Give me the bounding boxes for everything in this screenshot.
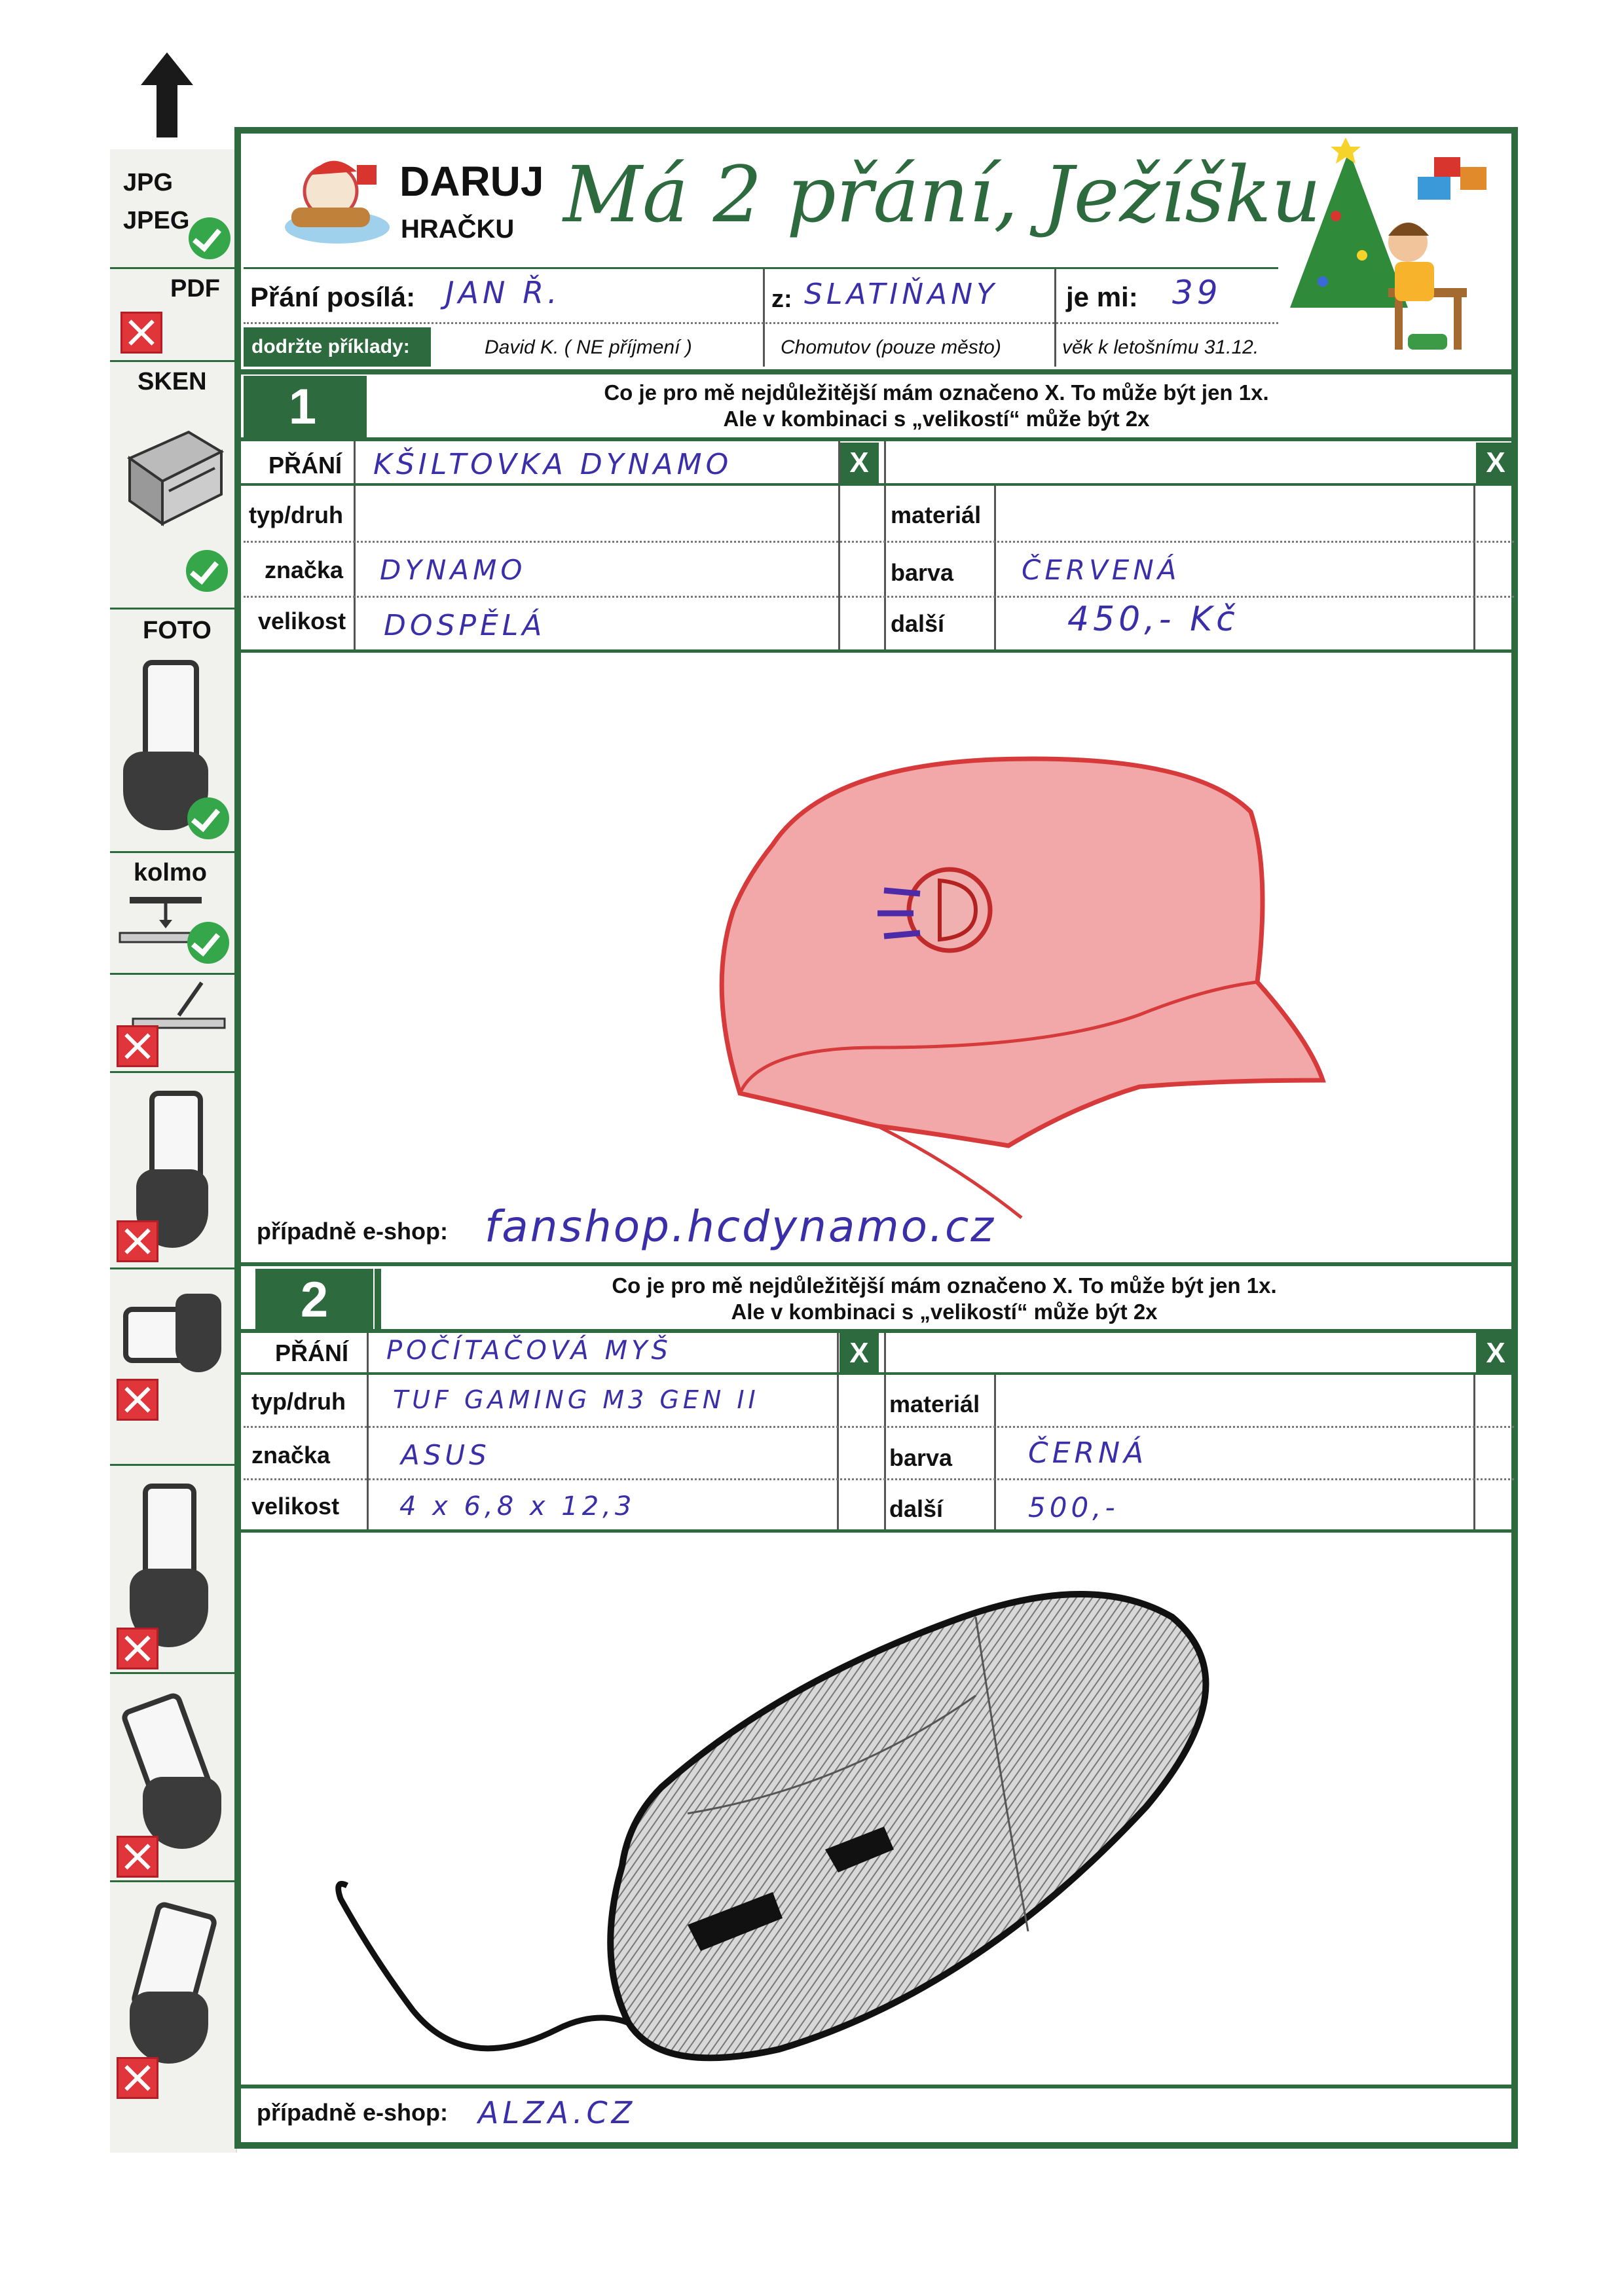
size-label: velikost bbox=[258, 608, 346, 634]
mouse-drawing bbox=[321, 1591, 1251, 2088]
sidebar-landscape-phone-cell bbox=[110, 1267, 236, 1466]
table-col-divider bbox=[837, 1333, 839, 1529]
header-col-divider bbox=[1054, 268, 1056, 367]
table-row-divider bbox=[241, 1372, 1518, 1375]
material-label: materiál bbox=[889, 1391, 980, 1417]
brand-label: značka bbox=[251, 1442, 331, 1468]
example-city: Chomutov (pouze město) bbox=[781, 337, 1001, 358]
importance-mark[interactable]: X bbox=[840, 1333, 879, 1374]
wish-value[interactable]: POČÍTAČOVÁ MYŠ bbox=[386, 1336, 672, 1366]
cap-drawing bbox=[681, 740, 1336, 1237]
eshop-value[interactable]: ALZA.CZ bbox=[478, 2095, 637, 2130]
scanner-icon bbox=[117, 419, 228, 530]
format-instructions-sidebar bbox=[110, 149, 237, 2153]
check-icon bbox=[187, 797, 229, 839]
table-row-divider bbox=[244, 596, 1514, 598]
table-col-divider bbox=[884, 441, 886, 651]
other-value[interactable]: 450,- Kč bbox=[1067, 600, 1239, 639]
sidebar-perpendicular-cell bbox=[110, 851, 236, 975]
sidebar-skewed-phone-cell bbox=[110, 1880, 236, 2103]
table-col-divider bbox=[354, 441, 356, 651]
logo-hracku-text: HRAČKU bbox=[401, 215, 515, 244]
color-label: barva bbox=[891, 559, 954, 586]
sidebar-rotated-phone-cell bbox=[110, 1672, 236, 1882]
size-value[interactable]: 4 x 6,8 x 12,3 bbox=[399, 1491, 636, 1522]
examples-label: dodržte příklady: bbox=[244, 327, 431, 367]
section-divider bbox=[241, 369, 1518, 374]
instruction-line: Co je pro mě nejdůležitější mám označeno X. To může být jen 1x. bbox=[604, 380, 1269, 405]
table-row-divider bbox=[244, 1478, 1514, 1480]
hand-icon bbox=[175, 1294, 221, 1372]
cross-icon bbox=[117, 1379, 158, 1421]
instruction-line: Co je pro mě nejdůležitější mám označeno X. To může být jen 1x. bbox=[612, 1273, 1277, 1298]
sidebar-tilted-phone-cell bbox=[110, 1071, 236, 1269]
eshop-label: případně e-shop: bbox=[257, 1218, 449, 1245]
other-value[interactable]: 500,- bbox=[1028, 1491, 1119, 1523]
size-label: velikost bbox=[251, 1493, 340, 1520]
section-divider bbox=[241, 1262, 1518, 1266]
up-arrow-icon bbox=[141, 52, 193, 137]
pdf-label: PDF bbox=[170, 275, 220, 302]
santa-logo-icon bbox=[278, 145, 396, 250]
sidebar-pdf-cell bbox=[110, 267, 236, 362]
table-row-divider bbox=[244, 1426, 1514, 1428]
table-col-divider bbox=[838, 441, 840, 651]
age-value[interactable]: 39 bbox=[1172, 274, 1222, 312]
hand-icon bbox=[130, 1992, 208, 2064]
table-row-divider bbox=[241, 483, 1518, 486]
table-col-divider bbox=[994, 484, 996, 651]
sender-value[interactable]: JAN Ř. bbox=[445, 275, 561, 310]
color-label: barva bbox=[889, 1444, 953, 1471]
table-row-divider bbox=[244, 541, 1514, 543]
wish-number-badge: 2 bbox=[255, 1269, 373, 1332]
number-divider bbox=[375, 1269, 381, 1332]
type-value[interactable]: TUF GAMING M3 GEN II bbox=[393, 1385, 760, 1414]
jpeg-label: JPEG bbox=[123, 207, 190, 234]
table-col-divider bbox=[884, 1333, 886, 1529]
header-dotted-line bbox=[244, 322, 1278, 324]
sidebar-angled-cell bbox=[110, 973, 236, 1073]
check-icon bbox=[189, 217, 231, 259]
cross-icon bbox=[117, 2057, 158, 2099]
table-col-divider bbox=[994, 1374, 996, 1529]
number-divider bbox=[360, 376, 367, 439]
wish-instructions bbox=[381, 1273, 1507, 1325]
size-value[interactable]: DOSPĚLÁ bbox=[384, 609, 546, 642]
wish-instructions bbox=[367, 380, 1506, 432]
section-divider bbox=[241, 2085, 1518, 2088]
cross-icon bbox=[117, 1628, 158, 1669]
logo-daruj-text: DARUJ bbox=[399, 158, 544, 205]
table-col-divider bbox=[1473, 1374, 1475, 1529]
importance-mark[interactable]: X bbox=[1476, 443, 1515, 483]
sidebar-photo-cell bbox=[110, 608, 236, 853]
sidebar-jpg-cell bbox=[110, 149, 236, 269]
eshop-label: případně e-shop: bbox=[257, 2099, 449, 2126]
sidebar-phone-cell bbox=[110, 1464, 236, 1674]
section-divider bbox=[241, 437, 1518, 441]
sender-label: Přání posílá: bbox=[250, 282, 416, 312]
type-label: typ/druh bbox=[251, 1388, 346, 1415]
christmas-tree-child-illustration bbox=[1277, 137, 1506, 373]
scan-label: SKEN bbox=[138, 368, 207, 395]
importance-mark[interactable]: X bbox=[1476, 1333, 1515, 1374]
cross-icon bbox=[120, 312, 162, 354]
table-bottom-divider bbox=[241, 1529, 1518, 1533]
example-name: David K. ( NE příjmení ) bbox=[485, 337, 692, 358]
header-divider bbox=[244, 267, 1278, 269]
header-col-divider bbox=[763, 268, 765, 367]
example-age: věk k letošnímu 31.12. bbox=[1062, 337, 1259, 358]
brand-label: značka bbox=[265, 556, 344, 583]
page-title: Má 2 přání, Ježíšku bbox=[563, 149, 1321, 240]
instruction-line: Ale v kombinaci s „velikostí“ může být 2x bbox=[723, 407, 1150, 431]
section-divider bbox=[241, 1329, 1518, 1333]
cross-icon bbox=[117, 1836, 158, 1878]
wish-label: PŘÁNÍ bbox=[275, 1339, 349, 1366]
table-col-divider bbox=[367, 1333, 369, 1529]
wish-value[interactable]: KŠILTOVKA DYNAMO bbox=[373, 448, 733, 481]
from-value[interactable]: SLATIŇANY bbox=[804, 278, 998, 311]
from-label: z: bbox=[771, 285, 792, 313]
jpg-label: JPG bbox=[123, 169, 174, 196]
material-label: materiál bbox=[891, 501, 982, 528]
importance-mark[interactable]: X bbox=[840, 443, 879, 483]
sidebar-scan-cell bbox=[110, 360, 236, 610]
other-label: další bbox=[891, 610, 945, 637]
cross-icon bbox=[117, 1025, 158, 1067]
cross-icon bbox=[117, 1220, 158, 1262]
type-label: typ/druh bbox=[249, 501, 343, 528]
photo-label: FOTO bbox=[143, 617, 212, 644]
check-icon bbox=[186, 550, 228, 592]
perpendicular-label: kolmo bbox=[134, 859, 207, 886]
table-bottom-divider bbox=[241, 649, 1518, 653]
color-value[interactable]: ČERVENÁ bbox=[1022, 554, 1181, 586]
brand-value[interactable]: DYNAMO bbox=[380, 554, 526, 586]
wish-number-badge: 1 bbox=[244, 376, 361, 439]
other-label: další bbox=[889, 1495, 944, 1522]
check-icon bbox=[187, 922, 229, 964]
wish-label: PŘÁNÍ bbox=[268, 452, 342, 479]
color-value[interactable]: ČERNÁ bbox=[1028, 1436, 1148, 1470]
instruction-line: Ale v kombinaci s „velikostí“ může být 2x bbox=[731, 1300, 1158, 1324]
table-col-divider bbox=[1473, 484, 1475, 651]
age-label: je mi: bbox=[1066, 282, 1138, 312]
brand-value[interactable]: ASUS bbox=[401, 1439, 490, 1471]
eshop-value[interactable]: fanshop.hcdynamo.cz bbox=[485, 1201, 995, 1252]
